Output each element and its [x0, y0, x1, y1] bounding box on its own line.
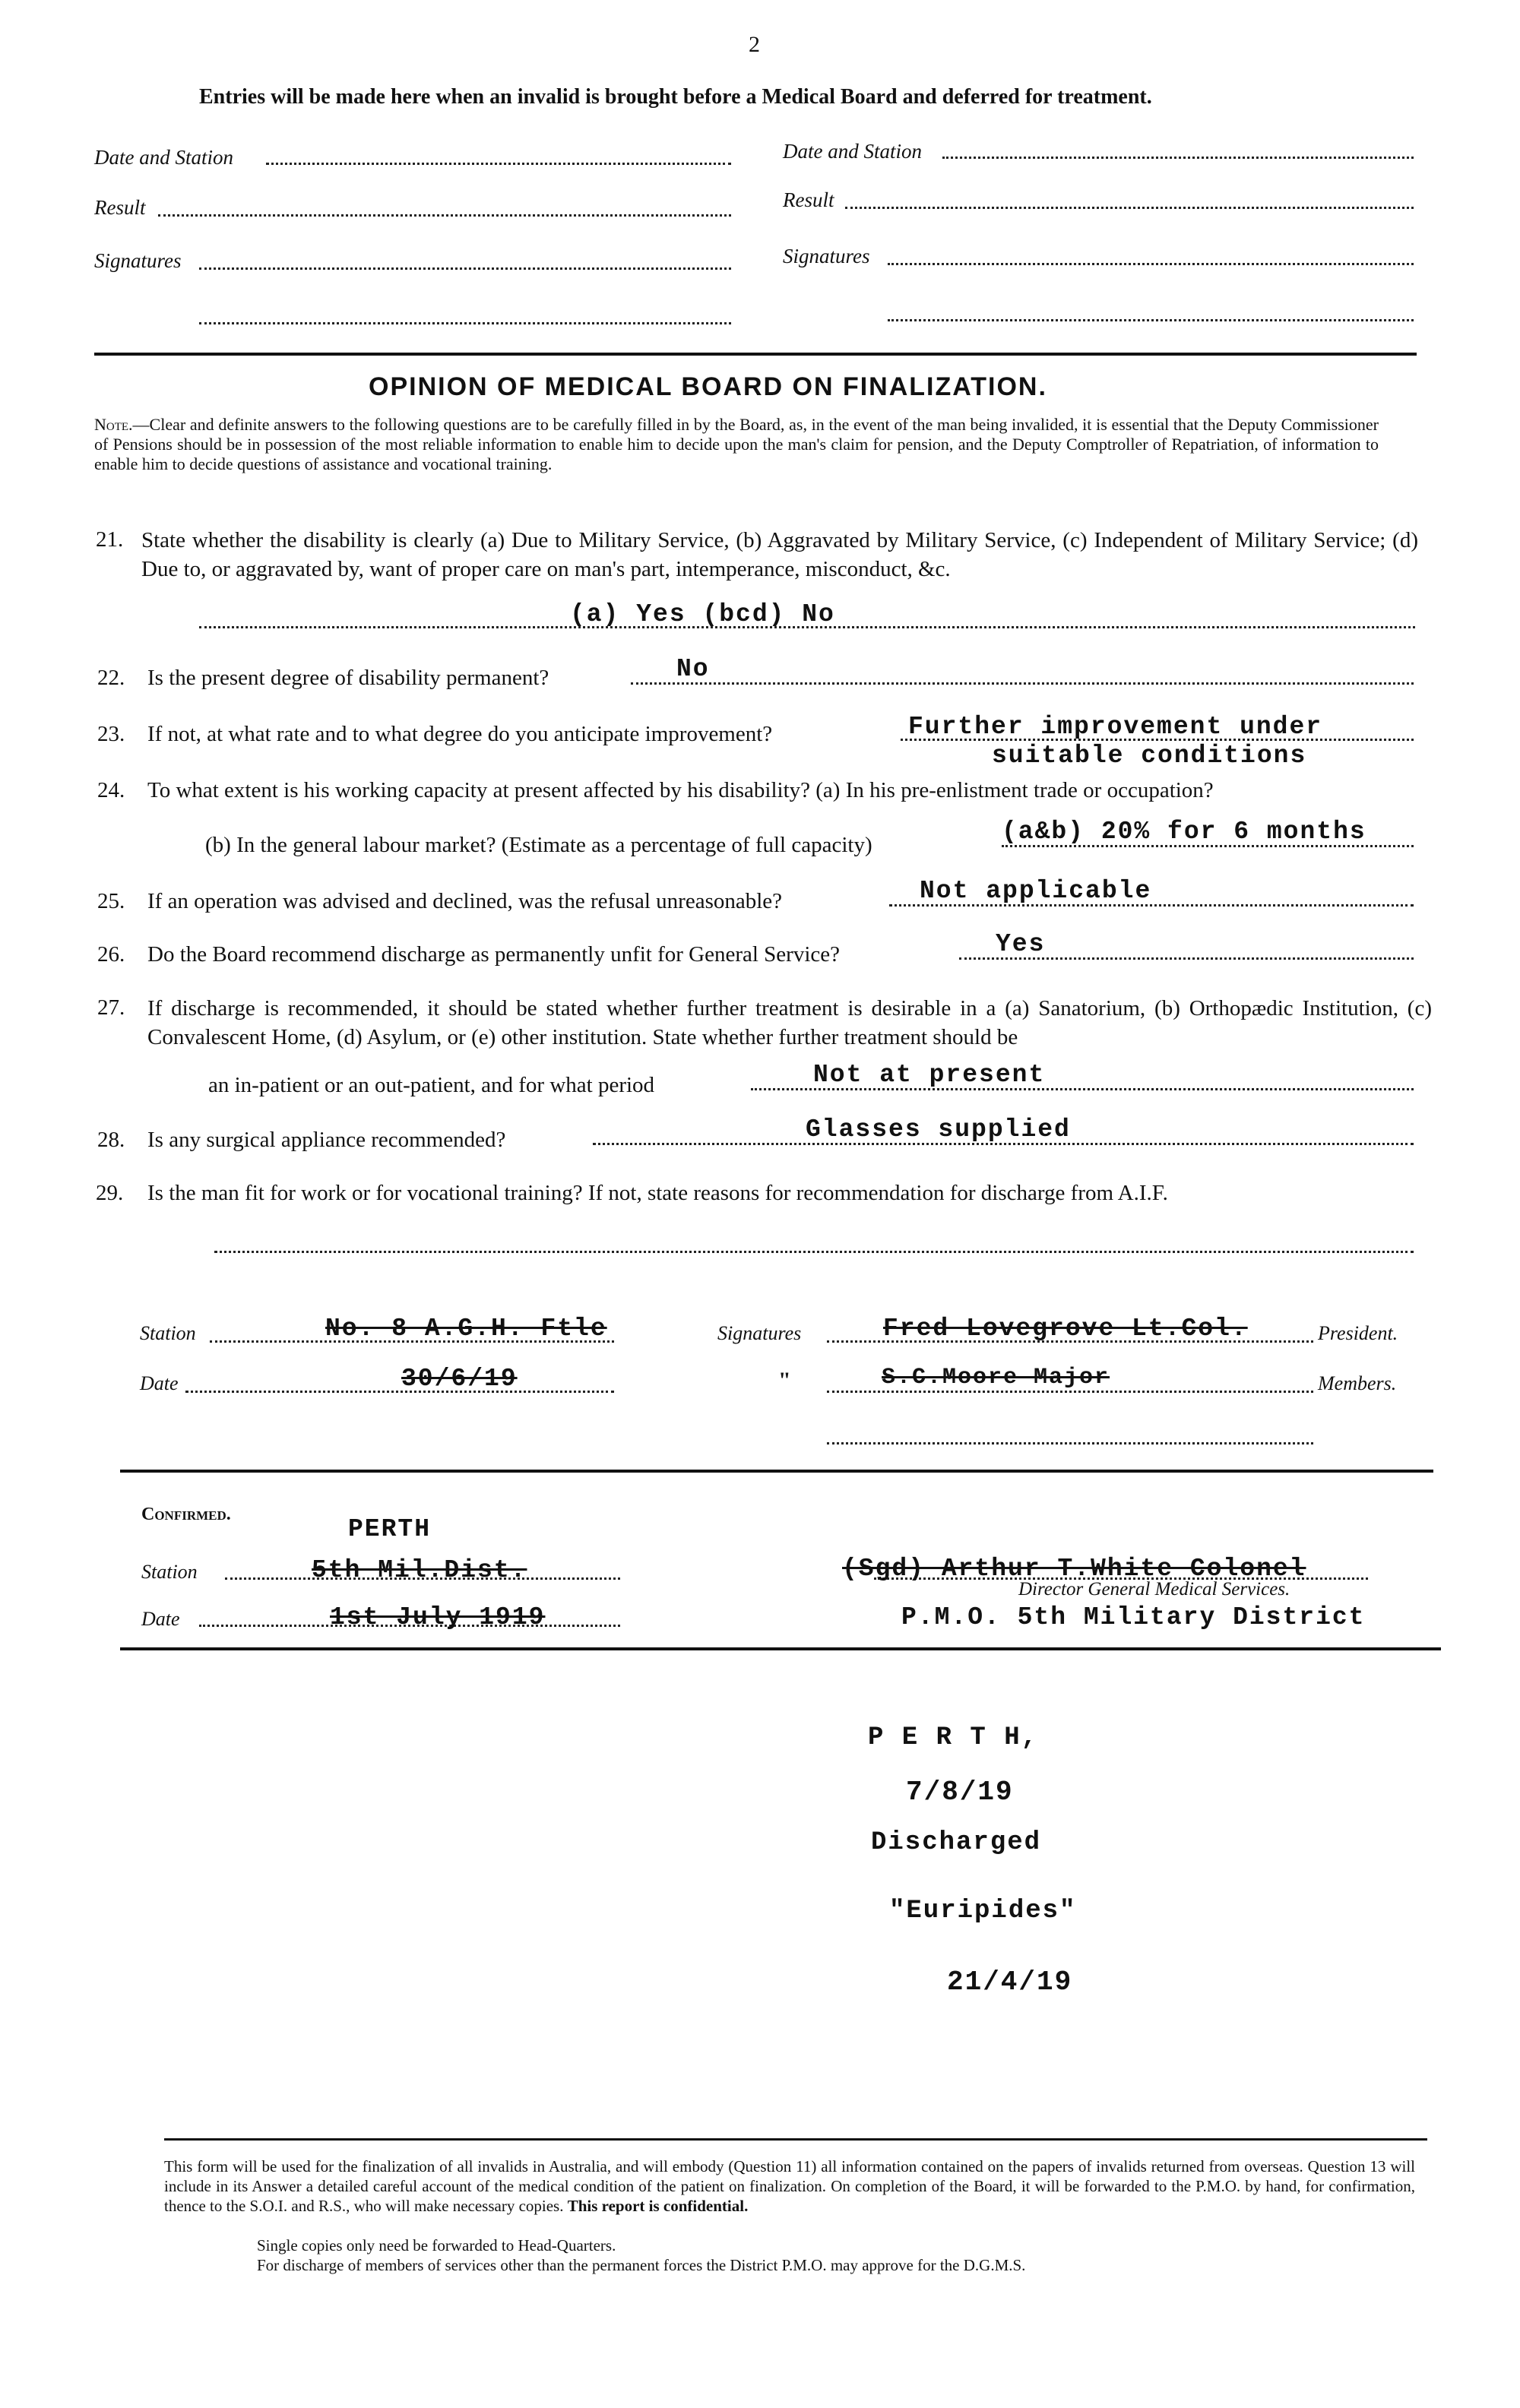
- member-signature: S.C.Moore Major: [882, 1365, 1110, 1391]
- q22-text: Is the present degree of disability permanent?: [147, 666, 549, 690]
- signatures-line-left-2[interactable]: [199, 322, 731, 324]
- confirmed-station-value: 5th Mil.Dist.: [312, 1556, 527, 1584]
- q24-answer: (a&b) 20% for 6 months: [1002, 818, 1366, 846]
- discharge-ship-date: 21/4/19: [947, 1967, 1073, 1998]
- footer-divider: [164, 2138, 1427, 2141]
- q25-text: If an operation was advised and declined, was the refusal unreasonable?: [147, 889, 783, 913]
- confirmed-signed: (Sgd) Arthur T.White Colonel: [842, 1555, 1306, 1583]
- q27-answer: Not at present: [813, 1061, 1046, 1089]
- q25-number: 25.: [97, 889, 125, 913]
- discharge-date: 7/8/19: [906, 1777, 1014, 1808]
- entries-note: Entries will be made here when an invalid is brought before a Medical Board and deferred for treatment.: [199, 85, 1152, 109]
- signatures-line-right-2[interactable]: [888, 319, 1414, 321]
- footer-last-line: For discharge of members of services other than the permanent forces the District P.M.O. may approve for the D.G.M.S.: [257, 2256, 1026, 2274]
- confirmed-place: PERTH: [348, 1515, 432, 1543]
- footer-single-copies: Single copies only need be forwarded to Head-Quarters.: [257, 2236, 616, 2255]
- footer-paragraph: [164, 2156, 1415, 2216]
- q26-text: Do the Board recommend discharge as permanently unfit for General Service?: [147, 942, 841, 967]
- q29-answer-line[interactable]: [214, 1251, 1414, 1253]
- date-station-line-left[interactable]: [266, 163, 731, 165]
- q23-answer-1: Further improvement under: [908, 713, 1323, 741]
- q23-number: 23.: [97, 722, 125, 746]
- result-line-left[interactable]: [158, 214, 731, 217]
- confirmed-label: Confirmed.: [141, 1505, 231, 1524]
- q28-text: Is any surgical appliance recommended?: [147, 1128, 506, 1152]
- confirmed-divider: [120, 1647, 1441, 1650]
- board-date-line[interactable]: [185, 1391, 614, 1393]
- q21-text: State whether the disability is clearly (a) Due to Military Service, (b) Aggravated by Military Service, (c) Independent of Military Service; (d) Due to, or aggravated by, want of proper care on man's part, intemperance, misconduct, &c.: [141, 528, 1418, 581]
- member-sig-line-2[interactable]: [827, 1442, 1313, 1444]
- q29-number: 29.: [96, 1181, 124, 1205]
- q27-text: If discharge is recommended, it should be stated whether further treatment is desirable in a (a) Sanatorium, (b) Orthopædic Institution, (c) Convalescent Home, (d) Asylum, or (e) other institution. State whether further treatment should be: [147, 996, 1432, 1049]
- president-signature: Fred Lovegrove Lt.Col.: [883, 1315, 1248, 1343]
- members-label: Members.: [1318, 1372, 1397, 1394]
- discharge-place: P E R T H,: [868, 1723, 1039, 1752]
- q26-number: 26.: [97, 942, 125, 967]
- q23-answer-2: suitable conditions: [992, 742, 1307, 770]
- page-number: 2: [749, 32, 760, 57]
- result-label-right: Result: [783, 188, 834, 211]
- q27-line2: an in-patient or an out-patient, and for what period: [208, 1073, 655, 1097]
- result-label-left: Result: [94, 196, 146, 219]
- q24-number: 24.: [97, 778, 125, 802]
- discharge-status: Discharged: [871, 1828, 1042, 1857]
- signatures-line-right[interactable]: [888, 263, 1414, 265]
- q22-answer: No: [676, 655, 710, 683]
- q28-number: 28.: [97, 1128, 125, 1152]
- footer-confidential: This report is confidential.: [567, 2197, 749, 2215]
- q21-number: 21.: [96, 527, 124, 552]
- note-lead: Note.: [94, 415, 133, 434]
- opinion-note: [94, 415, 1379, 474]
- president-label: President.: [1318, 1322, 1398, 1344]
- board-date-value: 30/6/19: [401, 1365, 518, 1393]
- confirmed-date-value: 1st July 1919: [330, 1603, 546, 1631]
- member-sig-line[interactable]: [827, 1391, 1313, 1393]
- result-line-right[interactable]: [845, 207, 1414, 209]
- q24-text: To what extent is his working capacity at present affected by his disability? (a) In his pre-enlistment trade or occupation?: [147, 778, 1214, 802]
- q23-text: If not, at what rate and to what degree do you anticipate improvement?: [147, 722, 773, 746]
- opinion-title: OPINION OF MEDICAL BOARD ON FINALIZATION.: [369, 372, 1047, 401]
- footer-text: This form will be used for the finalization of all invalids in Australia, and will embody (Question 11) all information contained on the papers of invalids returned from overseas. Question 13 will include in its Answer a detailed careful account of the medical condition of the patient on finalization. On completion of the Board, it will be forwarded to the P.M.O. by hand, for confirmation, thence to the S.O.I. and R.S., who will make necessary copies.: [164, 2157, 1415, 2215]
- discharge-ship: "Euripides": [889, 1897, 1077, 1925]
- header-divider: [94, 353, 1417, 356]
- date-station-label-left: Date and Station: [94, 146, 233, 169]
- q27-number: 27.: [97, 995, 125, 1020]
- q22-answer-line[interactable]: [631, 682, 1414, 685]
- q22-number: 22.: [97, 666, 125, 690]
- dgms-title: Director General Medical Services.: [1018, 1579, 1290, 1600]
- note-text: —Clear and definite answers to the following questions are to be carefully filled in by the Board, as, in the event of the man being invalided, it is essential that the Deputy Commissioner of Pensions should be in possession of the most reliable information to enable him to decide upon the man's claim for pension, and the Deputy Comptroller of Repatriation, of information to enable him to decide questions of assistance and vocational training.: [94, 415, 1379, 473]
- board-station-label: Station: [140, 1322, 196, 1344]
- q24-b-text: (b) In the general labour market? (Estimate as a percentage of full capacity): [205, 833, 872, 857]
- date-station-line-right[interactable]: [942, 157, 1414, 159]
- q25-answer: Not applicable: [920, 877, 1152, 905]
- confirmed-pmo: P.M.O. 5th Military District: [901, 1603, 1366, 1631]
- q26-answer: Yes: [996, 930, 1046, 958]
- board-date-label: Date: [140, 1372, 179, 1394]
- date-station-label-right: Date and Station: [783, 140, 922, 163]
- confirmed-date-label: Date: [141, 1608, 180, 1630]
- signatures-label-left: Signatures: [94, 249, 182, 272]
- q28-answer: Glasses supplied: [806, 1115, 1071, 1144]
- board-signatures-label: Signatures: [717, 1322, 802, 1344]
- ditto-mark: ": [778, 1368, 791, 1393]
- q29-text: Is the man fit for work or for vocational training? If not, state reasons for recommendation for discharge from A.I.F.: [147, 1181, 1168, 1205]
- confirmed-station-label: Station: [141, 1561, 198, 1583]
- q21-answer: (a) Yes (bcd) No: [570, 600, 835, 628]
- signatures-label-right: Signatures: [783, 245, 870, 267]
- board-divider: [120, 1470, 1433, 1473]
- signatures-line-left[interactable]: [199, 267, 731, 270]
- board-station-value: No. 8 A.G.H. Ftle: [325, 1315, 607, 1343]
